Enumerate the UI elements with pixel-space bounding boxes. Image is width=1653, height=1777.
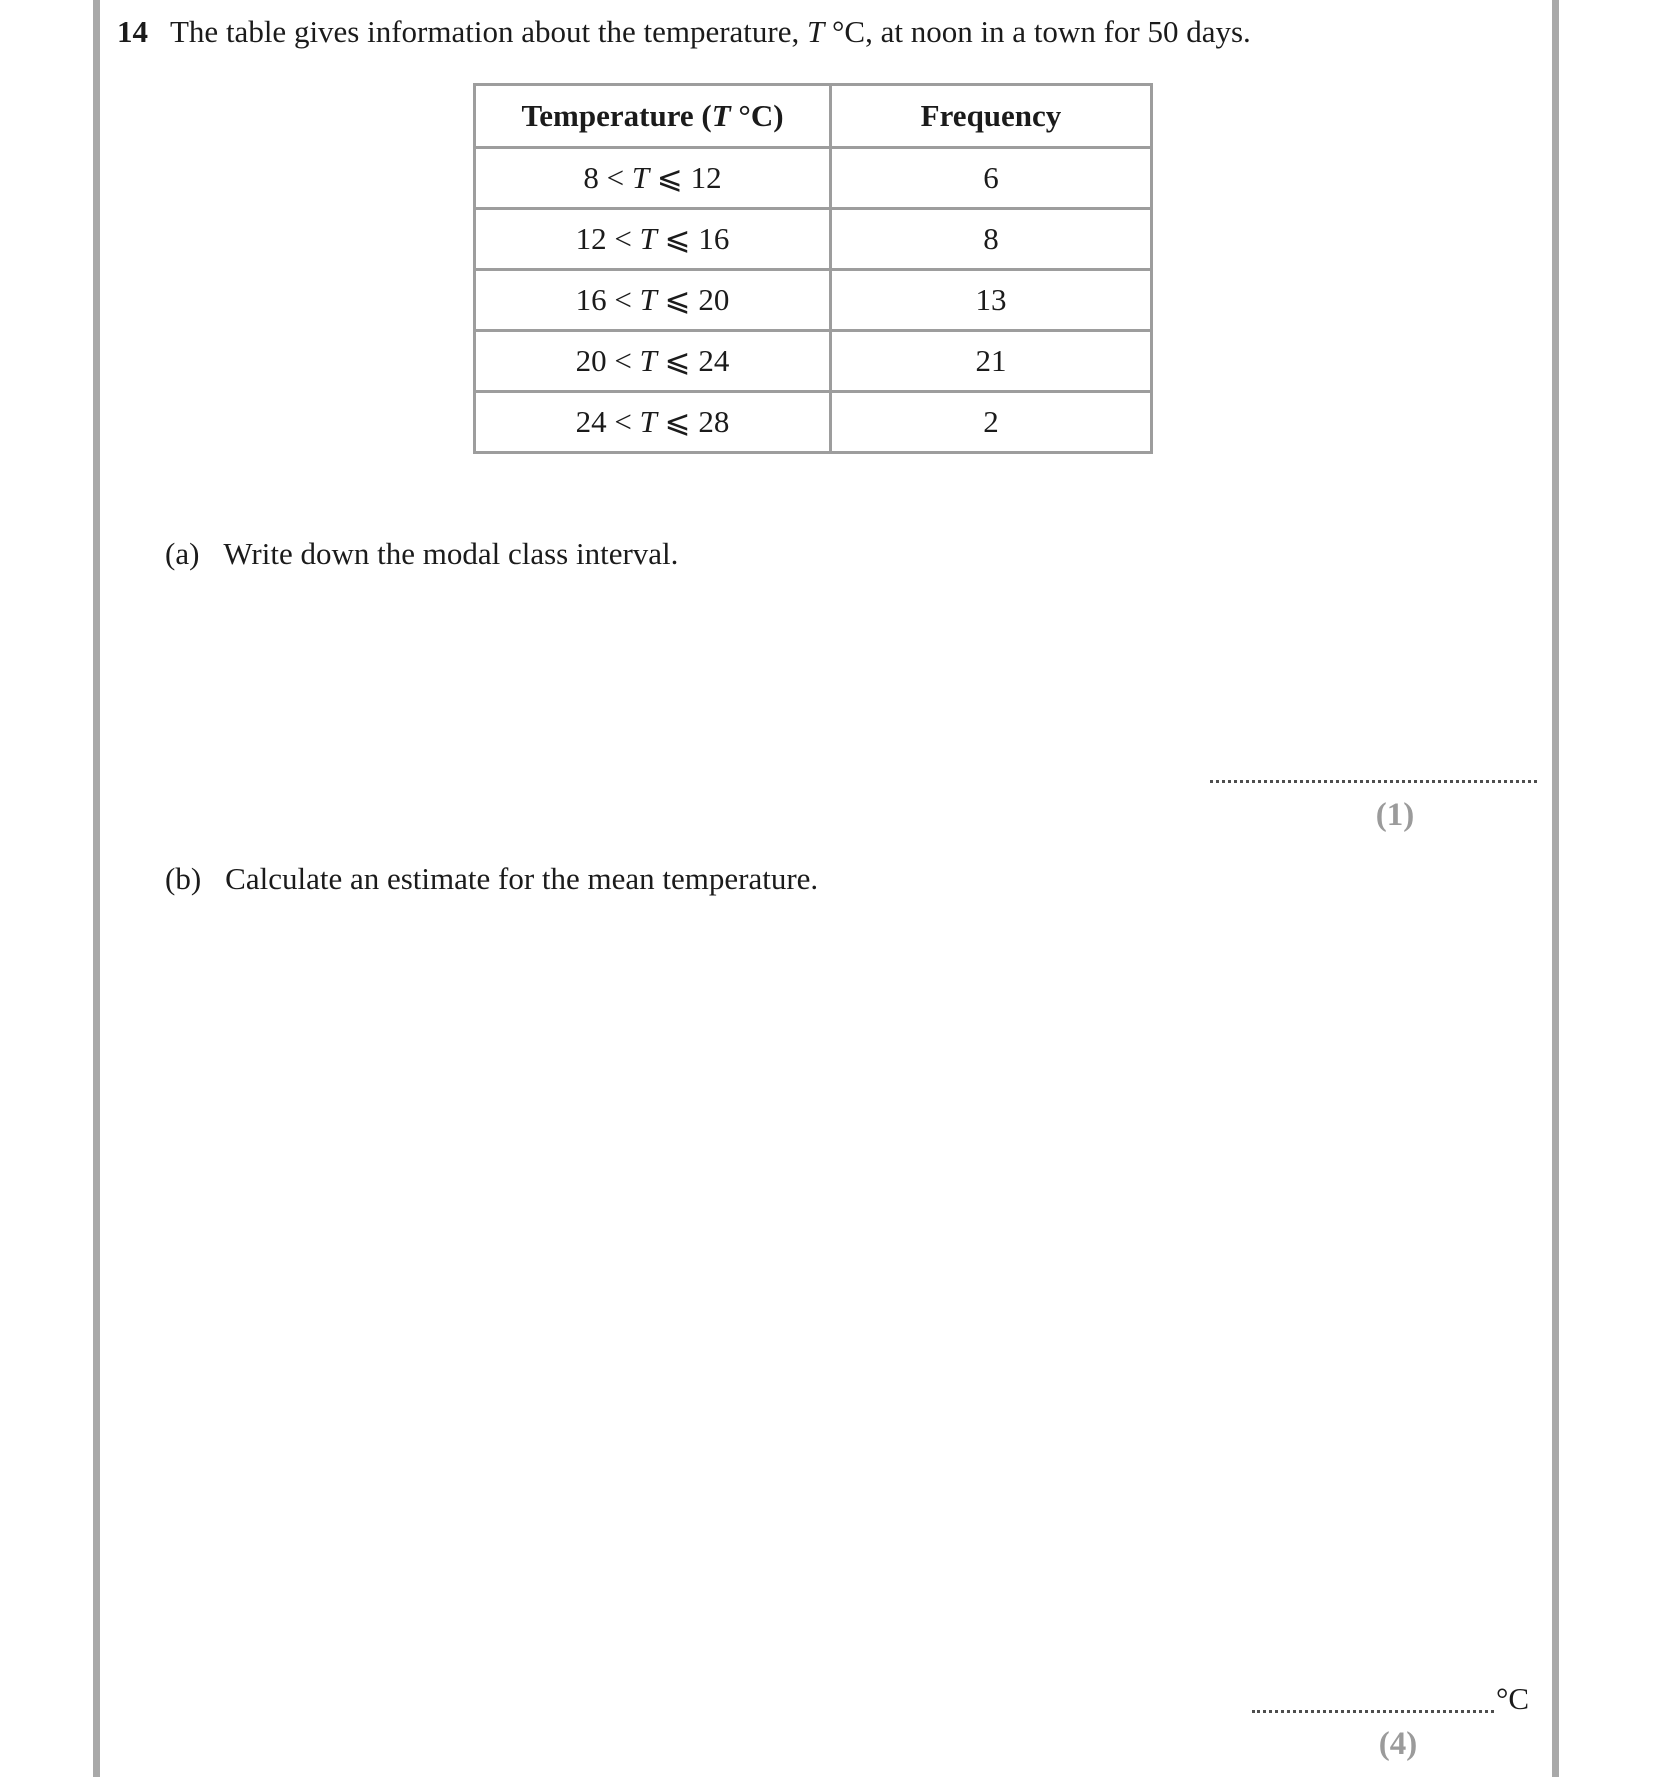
part-a-label: (a) bbox=[165, 536, 200, 571]
part-b-label: (b) bbox=[165, 861, 202, 896]
marks-part-b: (4) bbox=[1378, 1726, 1418, 1762]
frequency-cell: 13 bbox=[831, 270, 1152, 331]
left-margin-rule bbox=[93, 0, 100, 1777]
answer-line-part-b[interactable] bbox=[1252, 1710, 1494, 1713]
right-margin-rule bbox=[1552, 0, 1559, 1777]
question-header bbox=[117, 12, 1251, 52]
part-b-question bbox=[165, 860, 818, 898]
table-row bbox=[475, 270, 1152, 331]
answer-line-part-a[interactable] bbox=[1210, 780, 1537, 783]
table-header-row bbox=[475, 85, 1152, 148]
interval-cell: 16 < T ⩽ 20 bbox=[475, 270, 831, 331]
marks-part-a: (1) bbox=[1375, 797, 1415, 833]
part-a-question bbox=[165, 535, 678, 573]
part-b-text: Calculate an estimate for the mean temperature. bbox=[225, 861, 819, 896]
frequency-cell: 8 bbox=[831, 209, 1152, 270]
table-row bbox=[475, 392, 1152, 453]
interval-cell: 20 < T ⩽ 24 bbox=[475, 331, 831, 392]
table-row bbox=[475, 209, 1152, 270]
frequency-table bbox=[473, 83, 1153, 454]
part-a-text: Write down the modal class interval. bbox=[223, 536, 679, 571]
table-row bbox=[475, 331, 1152, 392]
col-header-temperature: Temperature (T °C) bbox=[475, 85, 831, 148]
table-row bbox=[475, 148, 1152, 209]
interval-cell: 24 < T ⩽ 28 bbox=[475, 392, 831, 453]
frequency-cell: 21 bbox=[831, 331, 1152, 392]
frequency-cell: 2 bbox=[831, 392, 1152, 453]
answer-unit-celsius: °C bbox=[1496, 1681, 1530, 1716]
interval-cell: 8 < T ⩽ 12 bbox=[475, 148, 831, 209]
frequency-cell: 6 bbox=[831, 148, 1152, 209]
interval-cell: 12 < T ⩽ 16 bbox=[475, 209, 831, 270]
col-header-frequency: Frequency bbox=[831, 85, 1152, 148]
question-text: The table gives information about the temperature, T °C, at noon in a town for 50 days. bbox=[170, 14, 1251, 49]
question-number: 14 bbox=[117, 14, 148, 49]
